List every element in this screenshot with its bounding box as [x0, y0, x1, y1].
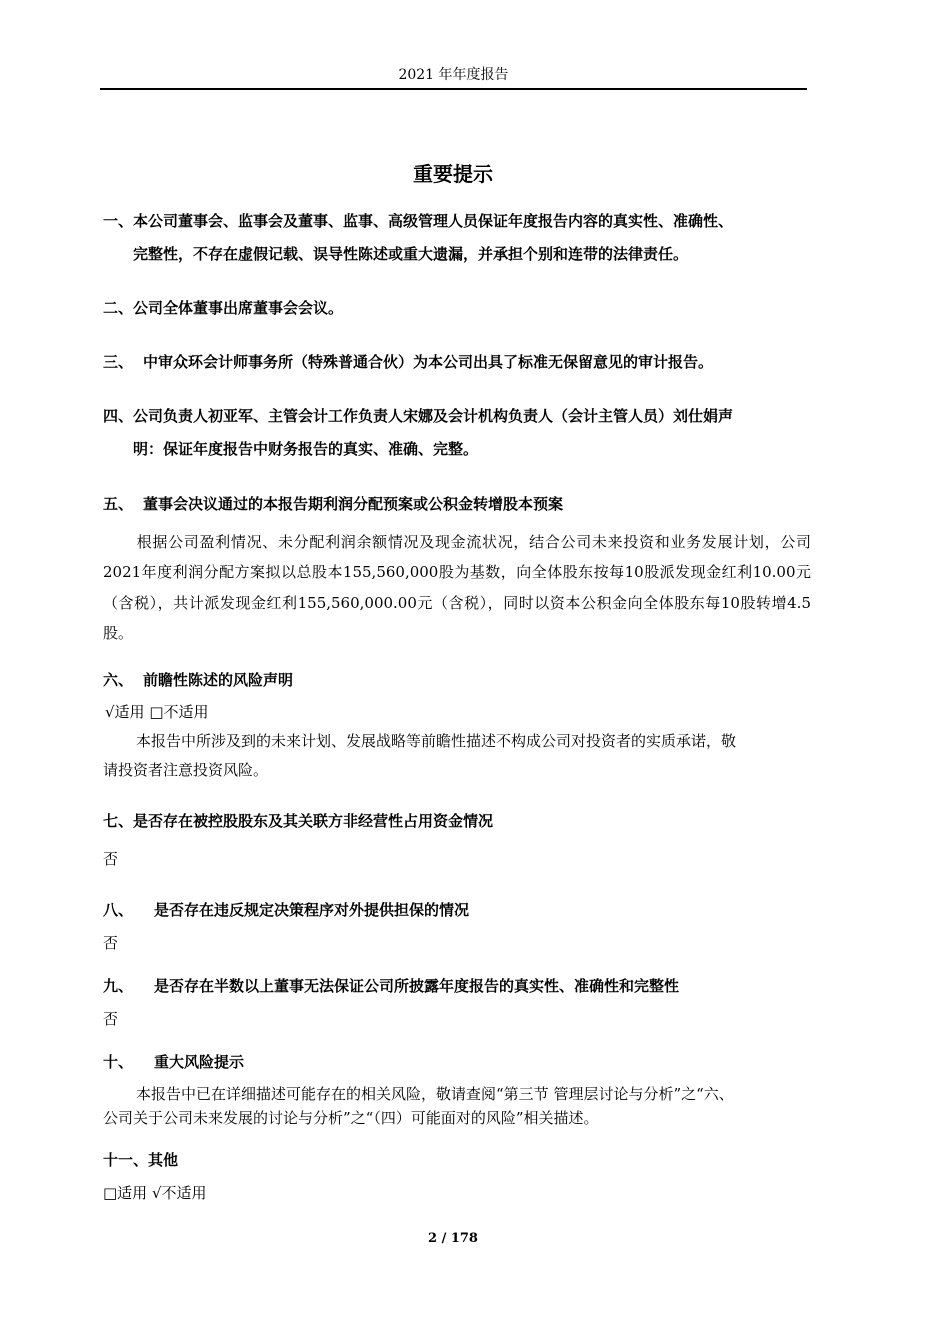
section-10-number: 十、: [103, 1053, 134, 1071]
page-number: 2 / 178: [428, 1231, 478, 1246]
section-6-number: 六、: [103, 671, 134, 689]
header-rule: [100, 88, 807, 90]
section-11-options: □适用 √不适用: [103, 1184, 207, 1202]
section-8-number: 八、: [103, 901, 134, 919]
section-3-number: 三、: [103, 353, 134, 371]
section-1-line-2: 完整性，不存在虚假记载、误导性陈述或重大遗漏，并承担个别和连带的法律责任。: [133, 245, 689, 263]
section-1-line-1: 一、本公司董事会、监事会及董事、监事、高级管理人员保证年度报告内容的真实性、准确性、: [103, 212, 734, 230]
section-4-line-2: 明：保证年度报告中财务报告的真实、准确、完整。: [133, 440, 479, 458]
running-header: 2021 年年度报告: [398, 67, 509, 83]
section-6-body-line-1: 本报告中所涉及到的未来计划、发展战略等前瞻性描述不构成公司对投资者的实质承诺，敬: [136, 732, 737, 750]
section-3-text: 中审众环会计师事务所（特殊普通合伙）为本公司出具了标准无保留意见的审计报告。: [143, 353, 714, 371]
section-9-text: 是否存在半数以上董事无法保证公司所披露年度报告的真实性、准确性和完整性: [154, 977, 680, 995]
section-8-text: 是否存在违反规定决策程序对外提供担保的情况: [154, 901, 470, 919]
section-6-body-line-2: 请投资者注意投资风险。: [103, 761, 269, 779]
section-9-number: 九、: [103, 977, 134, 995]
section-8-answer: 否: [103, 934, 119, 952]
section-2: 二、公司全体董事出席董事会会议。: [103, 299, 344, 317]
page-title: 重要提示: [413, 162, 493, 186]
section-7: 七、是否存在被控股股东及其关联方非经营性占用资金情况: [103, 812, 494, 830]
section-5-text: 董事会决议通过的本报告期利润分配预案或公积金转增股本预案: [143, 495, 564, 513]
section-6-text: 前瞻性陈述的风险声明: [143, 671, 294, 689]
section-7-answer: 否: [103, 850, 119, 868]
section-10-body-line-1: 本报告中已在详细描述可能存在的相关风险，敬请查阅“第三节 管理层讨论与分析”之“六、: [136, 1085, 734, 1103]
section-11: 十一、其他: [103, 1151, 179, 1169]
section-10-body-line-2: 公司关于公司未来发展的讨论与分析”之“（四）可能面对的风险”相关描述。: [103, 1109, 599, 1127]
section-5-body: [103, 527, 811, 649]
section-4-line-1: 四、公司负责人初亚军、主管会计工作负责人宋娜及会计机构负责人（会计主管人员）刘仕娟声: [103, 407, 734, 425]
section-6-options: √适用 □不适用: [105, 703, 209, 721]
section-5-number: 五、: [103, 495, 134, 513]
section-10-text: 重大风险提示: [154, 1053, 245, 1071]
section-9-answer: 否: [103, 1010, 119, 1028]
section-5-body-text: 根据公司盈利情况、未分配利润余额情况及现金流状况，结合公司未来投资和业务发展计划，公司2021年度利润分配方案拟以总股本155,560,000股为基数，向全体股东按每10股派发现金红利10.00元（含税），共计派发现金红利155,560,000.00元（含税），同时以资本公积金向全体股东每10股转增4.5股。: [103, 533, 811, 643]
